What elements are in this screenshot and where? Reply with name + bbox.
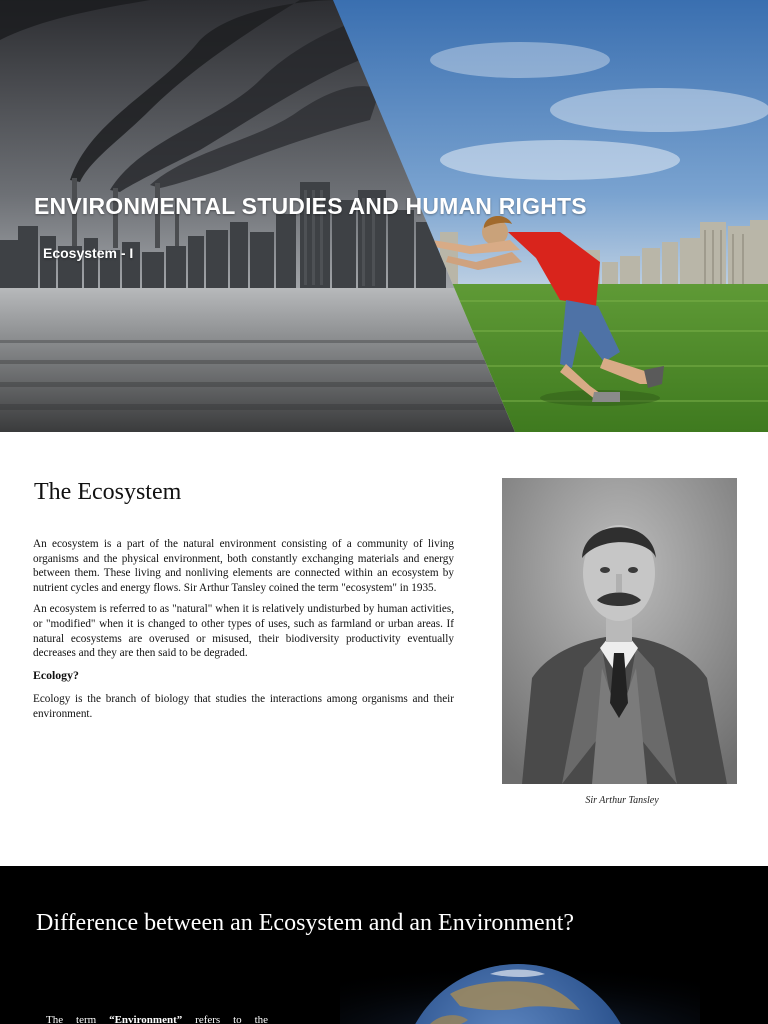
body-text-suffix: refers to the	[195, 1014, 269, 1024]
slide-body	[33, 537, 454, 729]
paragraph-ecosystem-definition: An ecosystem is a part of the natural environment consisting of a community of living organisms and the physical environment, both constantly exchanging materials and energy between them. These living and nonliving elements are connected within an ecosystem by nutrient cycles and energy flows. Sir Arthur Tansley coined the term "ecosystem" in 1935.	[33, 538, 454, 594]
presentation-subtitle: Ecosystem - I	[43, 245, 134, 261]
portrait-illustration	[502, 478, 737, 784]
slide-heading: Difference between an Ecosystem and an Environment?	[36, 910, 575, 936]
environment-term: “Environment”	[109, 1014, 183, 1024]
ecosystem-slide	[0, 432, 768, 866]
slide-heading: The Ecosystem	[34, 479, 182, 505]
environment-definition-text	[46, 1014, 268, 1024]
paragraph-ecology-definition: Ecology is the branch of biology that studies the interactions among organisms and their environment.	[33, 693, 454, 720]
title-slide	[0, 0, 768, 432]
earth-globe-image	[340, 954, 700, 1024]
portrait-photo	[502, 478, 737, 784]
portrait-caption: Sir Arthur Tansley	[585, 795, 659, 806]
paragraph-natural-modified: An ecosystem is referred to as "natural" when it is relatively undisturbed by human activities, or "modified" when it is changed to other types of uses, such as farmland or urban areas. If natural ecosystems are overused or misused, their biodiversity productivity eventually decreases and they are then said to be degraded.	[33, 603, 454, 660]
difference-slide	[0, 866, 768, 1024]
body-text-prefix: The term	[46, 1014, 97, 1024]
presentation-title: ENVIRONMENTAL STUDIES AND HUMAN RIGHTS	[34, 193, 587, 219]
ecology-subheading: Ecology?	[33, 667, 79, 682]
